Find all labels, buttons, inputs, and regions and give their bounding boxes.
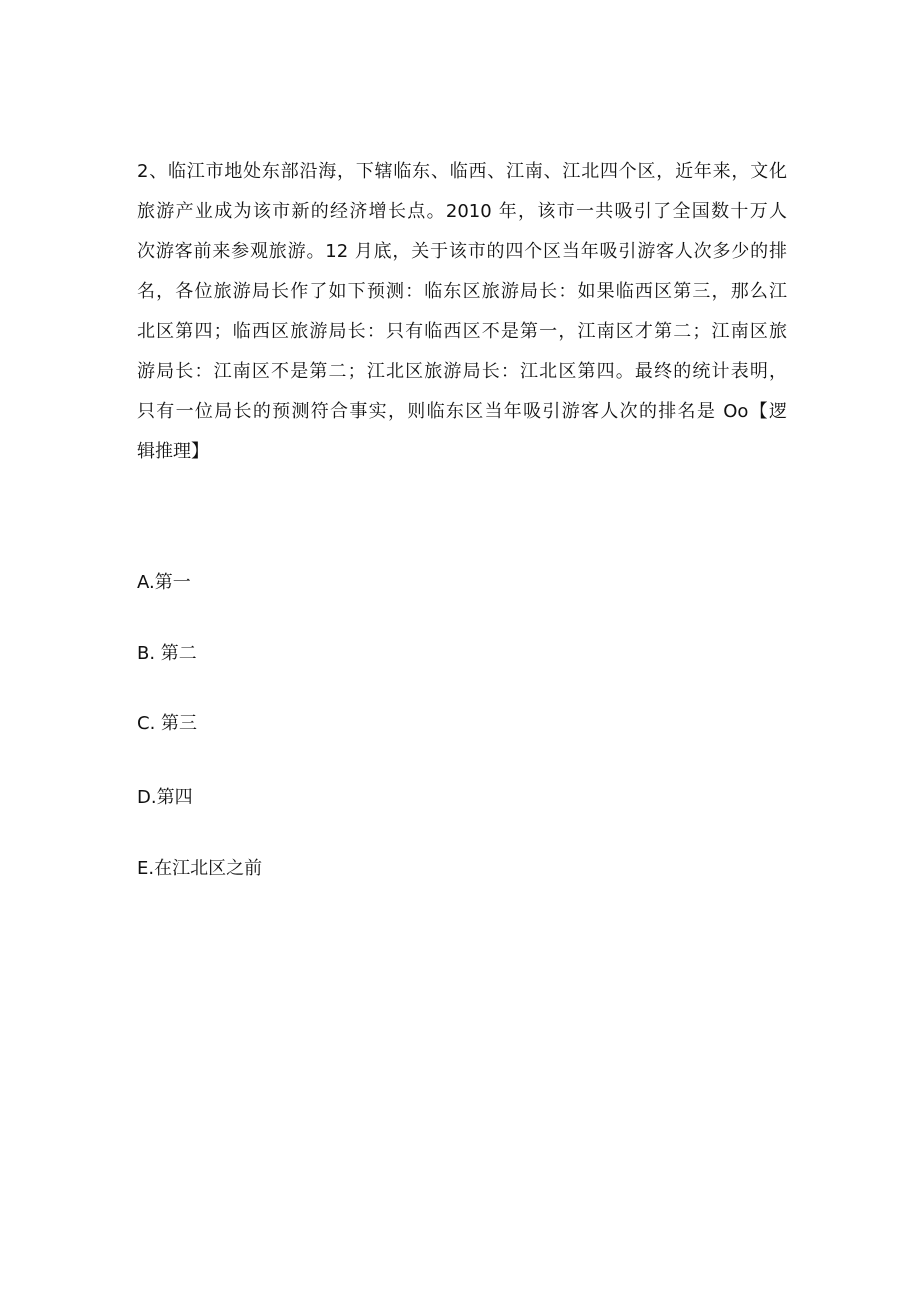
option-b: B. 第二 (137, 643, 197, 664)
option-e: E.在江北区之前 (137, 858, 263, 879)
question-line: 辑推理】 (137, 441, 209, 462)
question-line: 次游客前来参观旅游。12 月底，关于该市的四个区当年吸引游客人次多少的排 (137, 241, 787, 262)
question-line: 名，各位旅游局长作了如下预测：临东区旅游局长：如果临西区第三，那么江 (137, 281, 787, 302)
question-line: 只有一位局长的预测符合事实，则临东区当年吸引游客人次的排名是 Oo【逻 (137, 401, 787, 422)
option-d: D.第四 (137, 787, 193, 808)
question-line: 北区第四；临西区旅游局长：只有临西区不是第一，江南区才第二；江南区旅 (137, 321, 787, 342)
question-text (137, 152, 787, 472)
question-line: 旅游产业成为该市新的经济增长点。2010 年，该市一共吸引了全国数十万人 (137, 201, 787, 222)
question-line: 游局长：江南区不是第二；江北区旅游局长：江北区第四。最终的统计表明， (137, 361, 787, 382)
option-a: A.第一 (137, 572, 191, 593)
option-c: C. 第三 (137, 713, 198, 734)
question-line: 2、临江市地处东部沿海，下辖临东、临西、江南、江北四个区，近年来，文化 (137, 161, 787, 182)
